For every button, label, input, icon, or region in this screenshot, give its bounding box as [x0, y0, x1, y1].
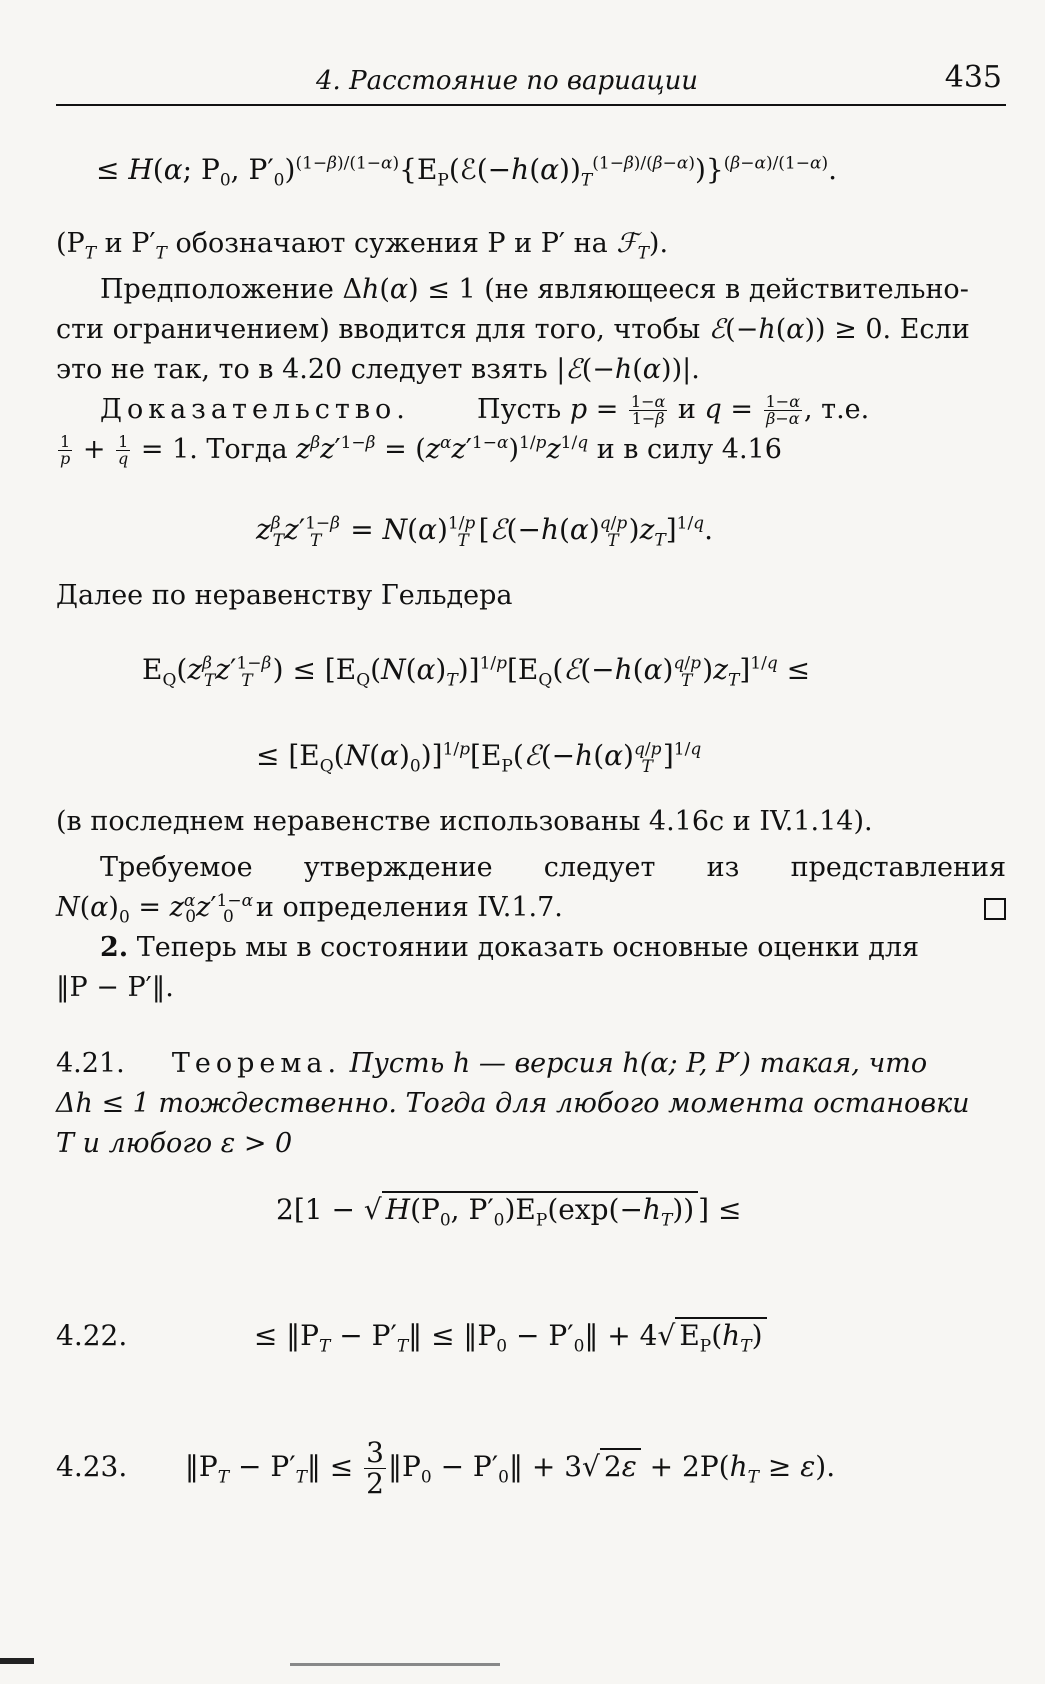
- theorem-word: Теорема.: [171, 1048, 342, 1079]
- page: [56, 58, 1006, 1500]
- qed-box-icon: [984, 898, 1006, 920]
- para-required: [56, 848, 1006, 928]
- assumption-line-1: Предположение Δh(α) ≤ 1 (не являющееся в действительно-: [100, 274, 969, 305]
- proof-block: [56, 390, 1006, 470]
- two-line-1: 2. Теперь мы в состоянии доказать основные оценки для: [100, 932, 920, 963]
- formula-mid: $z^\beta_Tz'^{1-\beta}_T = N(\alpha)^{1/p}_T$ [$ℰ(-h(\alpha)^{q/p}_T$ )$z_T]^{1/q}$.: [256, 513, 713, 551]
- scan-edge-mark: [0, 1658, 34, 1664]
- theorem-block: [56, 1044, 1006, 1164]
- proof-word: Доказательство.: [100, 394, 410, 425]
- theorem-text-1: Пусть h — версия h(α; P, P′) такая, что: [349, 1048, 928, 1079]
- theorem-number: 4.21.: [56, 1048, 125, 1079]
- page-number: 435: [944, 60, 1002, 95]
- eq-422: 4.22. ≤ $‖P_T$ − $P'_T‖$ ≤ $‖P_0$ − $P'_0‖ + 4√$ $E_P(h_T)$: [56, 1314, 767, 1358]
- eq-422-number: 4.22.: [56, 1319, 128, 1352]
- eq-423: 4.23. $‖P_T$ − $P'_T‖$ ≤ $\frac{3}{2}$ $‖P_0$ − $P'_0‖ + 3√$ $2\varepsilon + 2P(h_T \ge \varepsilon)$.: [56, 1436, 836, 1500]
- scan-noise: [290, 1663, 500, 1666]
- para-assumption: [56, 270, 1006, 390]
- two-line-2: ‖P − P′‖.: [56, 972, 174, 1003]
- para-last-ineq: (в последнем неравенстве использованы 4.16c и IV.1.14).: [56, 806, 873, 837]
- proof-line-1: Доказательство. Пусть p = $\frac{1-\alpha}{1-\beta}$ и q = $\frac{1-\alpha}{\beta-\alpha}$ , т.е.: [100, 392, 870, 428]
- holder-intro: Далее по неравенству Гельдера: [56, 580, 513, 611]
- theorem-text-2: Δh ≤ 1 тождественно. Тогда для любого момента остановки: [56, 1088, 970, 1119]
- eq-a: 2[1 − √ $H(P_0$, $P'_0)E_P(\exp(-h_T))$ ] ≤: [276, 1193, 742, 1231]
- formula-top: ≤ H(α; $P_0$, $P'_0)^{(1-\beta)/(1-\alpha)}\{E_P(ℰ(-h(\alpha))_T^{(1-\beta)/(\beta-\alpha)})\}^{(\beta-\alpha)/(1-\alpha)}$.: [96, 153, 838, 191]
- assumption-line-2: сти ограничением) вводится для того, чтобы ℰ(−h(α)) ≥ 0. Если: [56, 314, 970, 345]
- para-two: [56, 928, 1006, 1008]
- holder-eq-2: ≤ $[E_Q(N(\alpha)_0)]^{1/p}[E_P(ℰ(-h(\alpha)^{q/p}_T$ ]$^{1/q}$: [256, 739, 702, 777]
- theorem-text-3: T и любого ε > 0: [56, 1128, 293, 1159]
- assumption-line-3: это не так, то в 4.20 следует взять |ℰ(−h(α))|.: [56, 354, 700, 385]
- para-notation: ($P_T$ и $P'_T$ обозначают сужения P и P′ на ℱ$_T$).: [56, 228, 669, 264]
- running-header: [56, 58, 1006, 106]
- header-title: 4. Расстояние по вариации: [316, 66, 699, 96]
- holder-eq-1: $E_Q(z^\beta_Tz'^{1-\beta}_T$ ) ≤ $[E_Q(N(\alpha)_T)]^{1/p}[E_Q(ℰ(-h(\alpha)^{q/p}_T$ )$z_T]^{1/q}$ ≤: [142, 653, 811, 691]
- proof-line-2: $\frac{1}{p}$ + $\frac{1}{q}$ = 1. Тогда $z^\beta z'^{1-\beta} = (z^\alpha z'^{1-\alpha})^{1/p}z^{1/q}$ и в силу 4.16: [60, 432, 782, 468]
- required-line-1: Требуемое утверждение следует из представления: [100, 852, 1006, 883]
- required-line-2: $N(\alpha)_0 = z^\alpha_0z'^{1-\alpha}_0$ и определения IV.1.7.: [56, 888, 1006, 928]
- eq-423-number: 4.23.: [56, 1450, 128, 1483]
- theorem-line-1: [56, 1044, 1006, 1084]
